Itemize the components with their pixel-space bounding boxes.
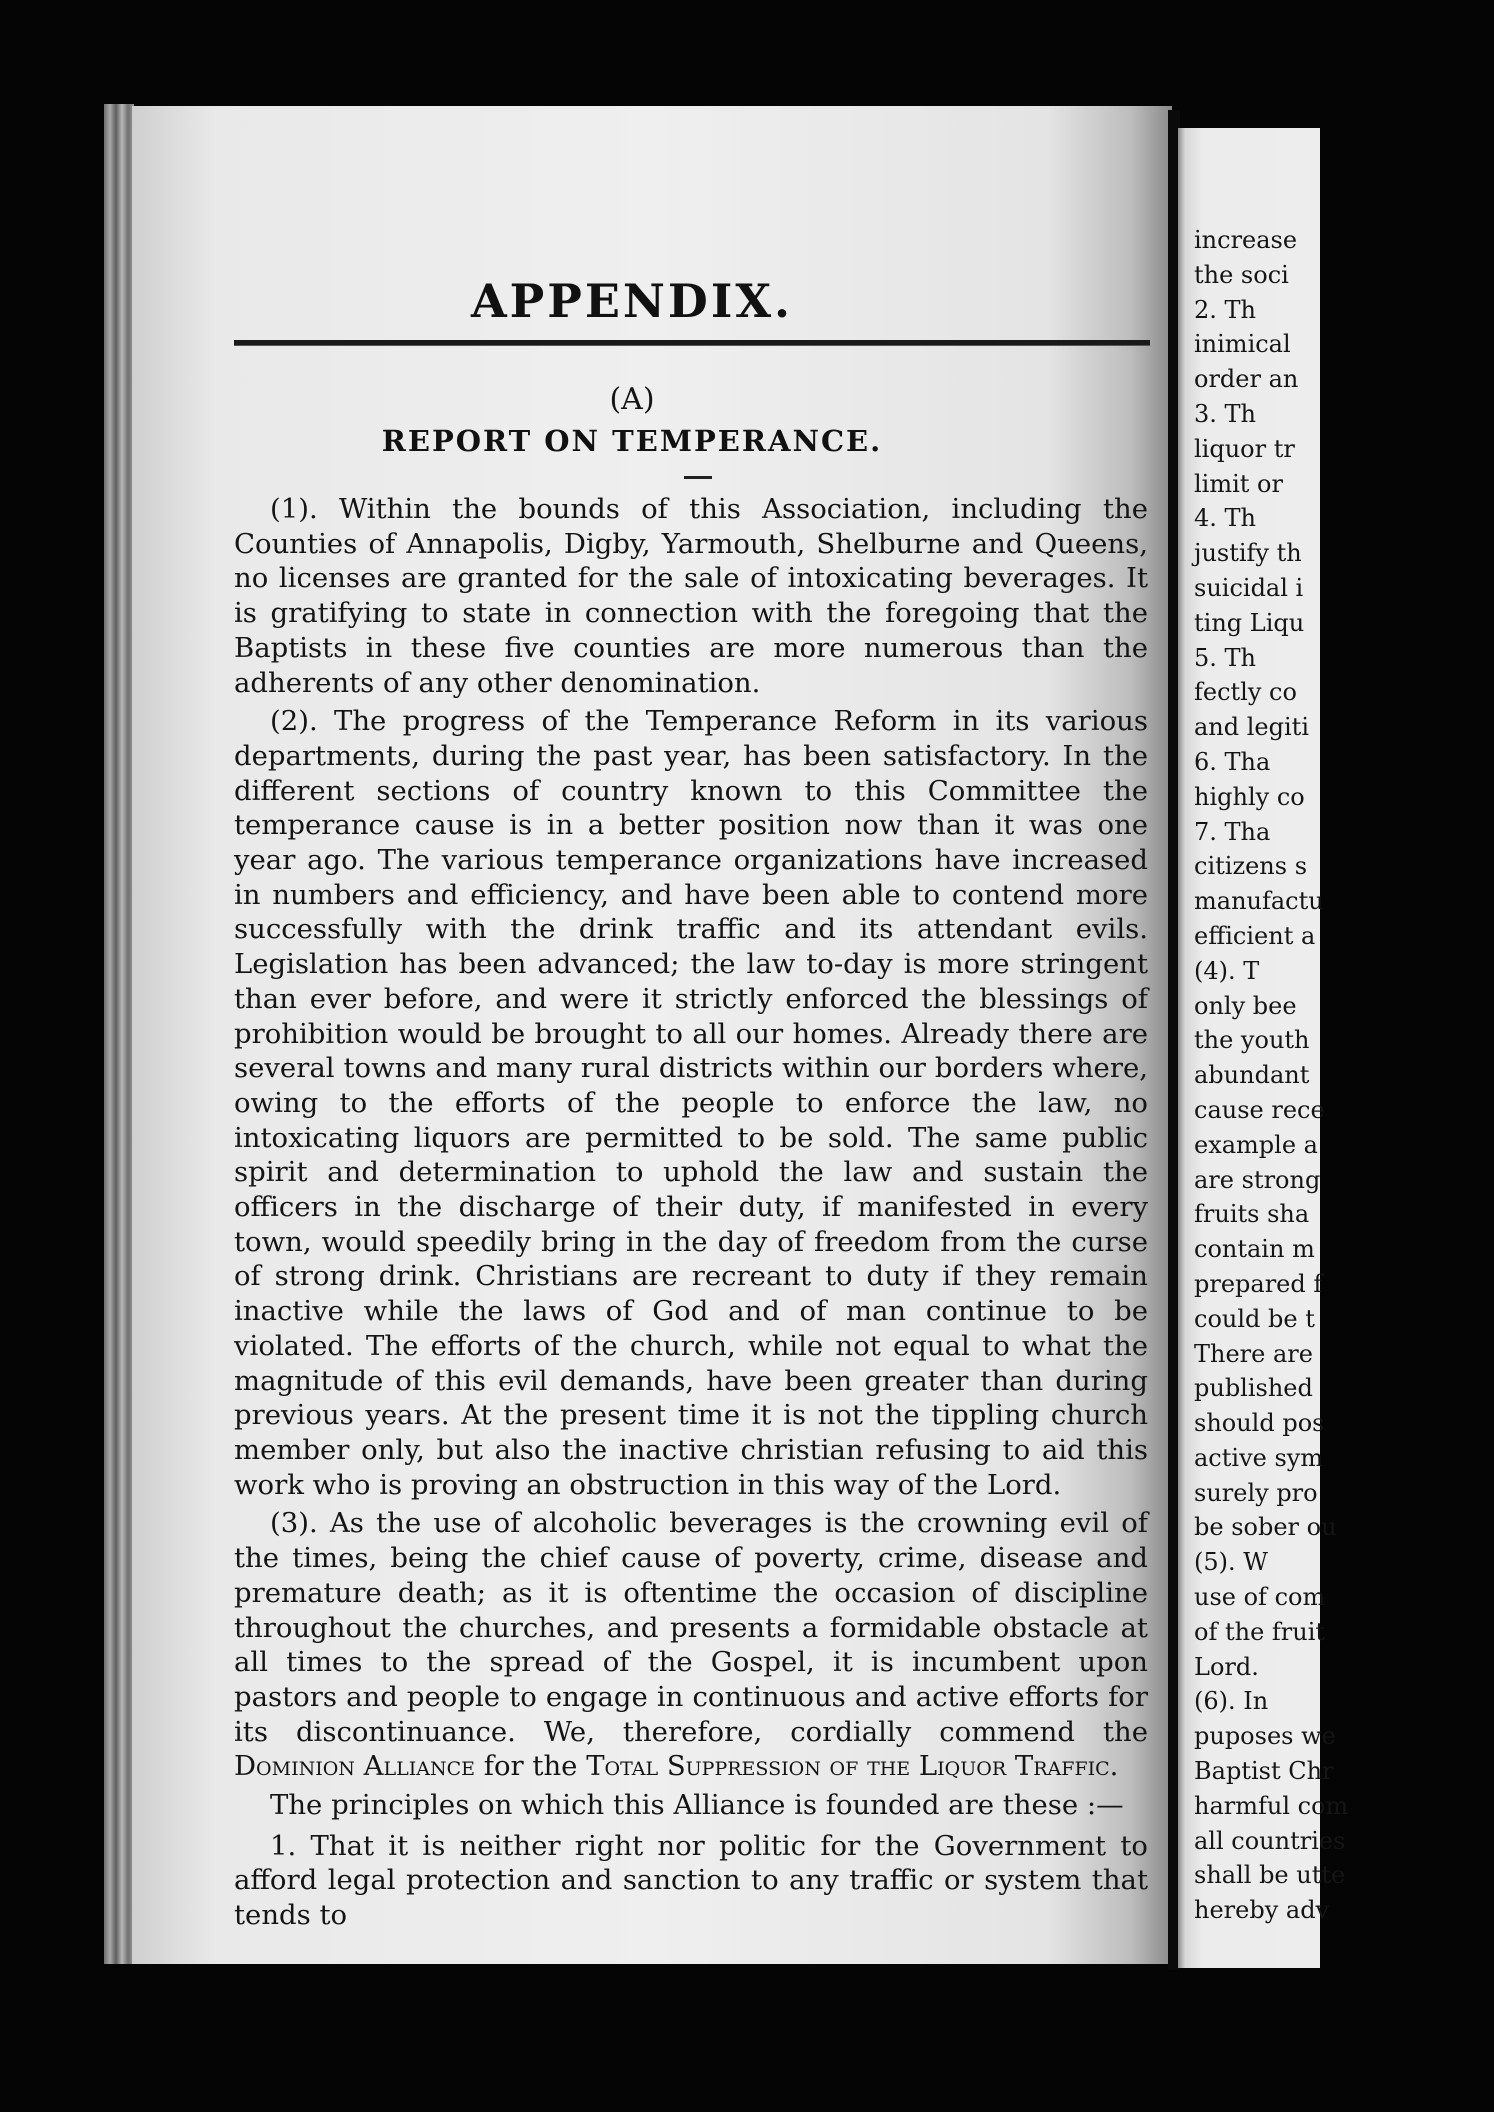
dominion-alliance: Dominion Alliance xyxy=(234,1750,476,1783)
right-page-line: active sym xyxy=(1194,1443,1324,1472)
right-page-line: limit or xyxy=(1194,469,1283,498)
right-page-line: abundant xyxy=(1194,1061,1310,1090)
total-suppression: Total Suppression of the Liquor Traffic. xyxy=(586,1750,1119,1783)
for-the: for the xyxy=(483,1750,578,1783)
right-page-line: efficient a xyxy=(1194,921,1316,950)
right-page-line: fruits sha xyxy=(1194,1200,1310,1229)
page-title: APPENDIX. xyxy=(470,274,794,328)
title-rule xyxy=(234,340,1150,346)
right-page-line: could be t xyxy=(1194,1304,1315,1333)
right-page-line: the youth xyxy=(1194,1026,1310,1055)
right-page-line: manufactu xyxy=(1194,887,1324,916)
right-page-line: only bee xyxy=(1194,991,1297,1020)
right-page-line: puposes we xyxy=(1194,1722,1336,1751)
right-page-line: should pos xyxy=(1194,1409,1325,1438)
right-page-line: (4). T xyxy=(1194,956,1260,985)
principles-intro: The principles on which this Alliance is founded are these :— xyxy=(270,1789,1124,1822)
right-page-line: citizens s xyxy=(1194,852,1308,881)
right-page-line: order an xyxy=(1194,365,1299,394)
right-page-line: and legiti xyxy=(1194,713,1309,742)
right-page-line: There are xyxy=(1194,1339,1313,1368)
right-page-line: example a xyxy=(1194,1130,1318,1159)
right-page-line: 6. Tha xyxy=(1194,747,1271,776)
right-page-line: use of com xyxy=(1194,1583,1326,1612)
right-page-line: contain m xyxy=(1194,1235,1315,1264)
paragraph-1: (1). Within the bounds of this Association, including the Counties of Annapolis, Digby, Yarmouth, Shelburne and Queens, no licenses are granted for the sale of intoxicating beverages. It is gratifying to state in connection with the foregoing that the Baptists in these five counties are more numerous than the adherents of any other denomination. xyxy=(234,493,1148,699)
left-page xyxy=(132,106,1172,1964)
book-page-edges xyxy=(104,104,134,1964)
paragraph-3 xyxy=(234,1506,1148,1784)
right-page-line: cause rece xyxy=(1194,1095,1325,1124)
right-page-line: fectly co xyxy=(1194,678,1297,707)
right-page-line: increase xyxy=(1194,226,1298,254)
report-body xyxy=(234,492,1148,1937)
right-page-line: highly co xyxy=(1194,782,1305,811)
right-page-line: hereby adv xyxy=(1194,1896,1330,1925)
heading-dash xyxy=(684,476,712,479)
paragraph-2: (2). The progress of the Temperance Reform in its various departments, during the past year, has been satisfactory. In the different sections of country known to this Committee the temperance cause is in a better position now than it was one year ago. The various temperance organizations have increased in numbers and efficiency, and have been able to contend more successfully with the drink traffic and its attendant evils. Legislation has been advanced; the law to-day is more stringent than ever before, and were it strictly enforced the blessings of prohibition would be brought to all our homes. Already there are several towns and many rural districts within our borders where, owing to the efforts of the people to enforce the law, no intoxicating liquors are permitted to be sold. The same public spirit and determination to uphold the law and sustain the officers in the discharge of their duty, if manifested in every town, would speedily bring in the day of freedom from the curse of strong drink. Christians are recreant to duty if they remain inactive while the laws of God and of man continue to be violated. The efforts of the church, while not equal to what the magnitude of this evil demands, have been greater than during previous years. At the present time it is not the tippling church member only, but also the inactive christian refusing to aid this work who is proving an obstruction in this way of the Lord. xyxy=(234,705,1148,1501)
right-page-line: prepared f xyxy=(1194,1269,1323,1298)
right-page-line: surely pro xyxy=(1194,1478,1318,1507)
right-page-line: justify th xyxy=(1194,539,1302,568)
paragraph-3-text: (3). As the use of alcoholic beverages is the crowning evil of the times, being the chief cause of poverty, crime, disease and premature death; as it is oftentime the occasion of discipline throughout the churches, and presents a formidable obstacle at all times to the spread of the Gospel, it is incumbent upon pastors and people to engage in continuous and active efforts for its discontinuance. We, therefore, cordially commend the xyxy=(234,1507,1148,1748)
right-page-line: be sober ou xyxy=(1194,1513,1337,1542)
right-page-line: 5. Th xyxy=(1194,643,1256,672)
right-page-line: the soci xyxy=(1194,260,1289,289)
right-page-lines xyxy=(1194,223,1494,1928)
right-page-line: suicidal i xyxy=(1194,573,1304,602)
right-page-line: liquor tr xyxy=(1194,434,1295,463)
right-page-line: shall be utte xyxy=(1194,1861,1346,1890)
right-page-line: harmful com xyxy=(1194,1791,1349,1820)
section-heading: REPORT ON TEMPERANCE. xyxy=(381,424,883,458)
right-page-line: published xyxy=(1194,1374,1313,1403)
right-page-line: of the fruit xyxy=(1194,1617,1326,1646)
right-page xyxy=(1178,128,1349,1968)
right-page-line: inimical xyxy=(1194,330,1291,359)
right-page-line: 2. Th xyxy=(1194,295,1256,324)
right-page-line: 4. Th xyxy=(1194,504,1256,533)
right-page-line: 3. Th xyxy=(1194,399,1256,428)
section-mark: (A) xyxy=(609,382,655,417)
right-page-line: Lord. xyxy=(1194,1652,1259,1681)
right-page-line: ting Liqu xyxy=(1194,608,1305,637)
right-page-line: 7. Tha xyxy=(1194,817,1271,846)
right-page-line: are strong xyxy=(1194,1165,1321,1194)
right-page-line: all countries xyxy=(1194,1826,1346,1855)
right-page-line: (6). In xyxy=(1194,1687,1269,1716)
principle-1: 1. That it is neither right nor politic for the Government to afford legal protection and sanction to any traffic or system that tends to xyxy=(234,1829,1148,1932)
right-page-line: Baptist Chr xyxy=(1194,1757,1334,1786)
right-page-line: (5). W xyxy=(1194,1548,1268,1577)
